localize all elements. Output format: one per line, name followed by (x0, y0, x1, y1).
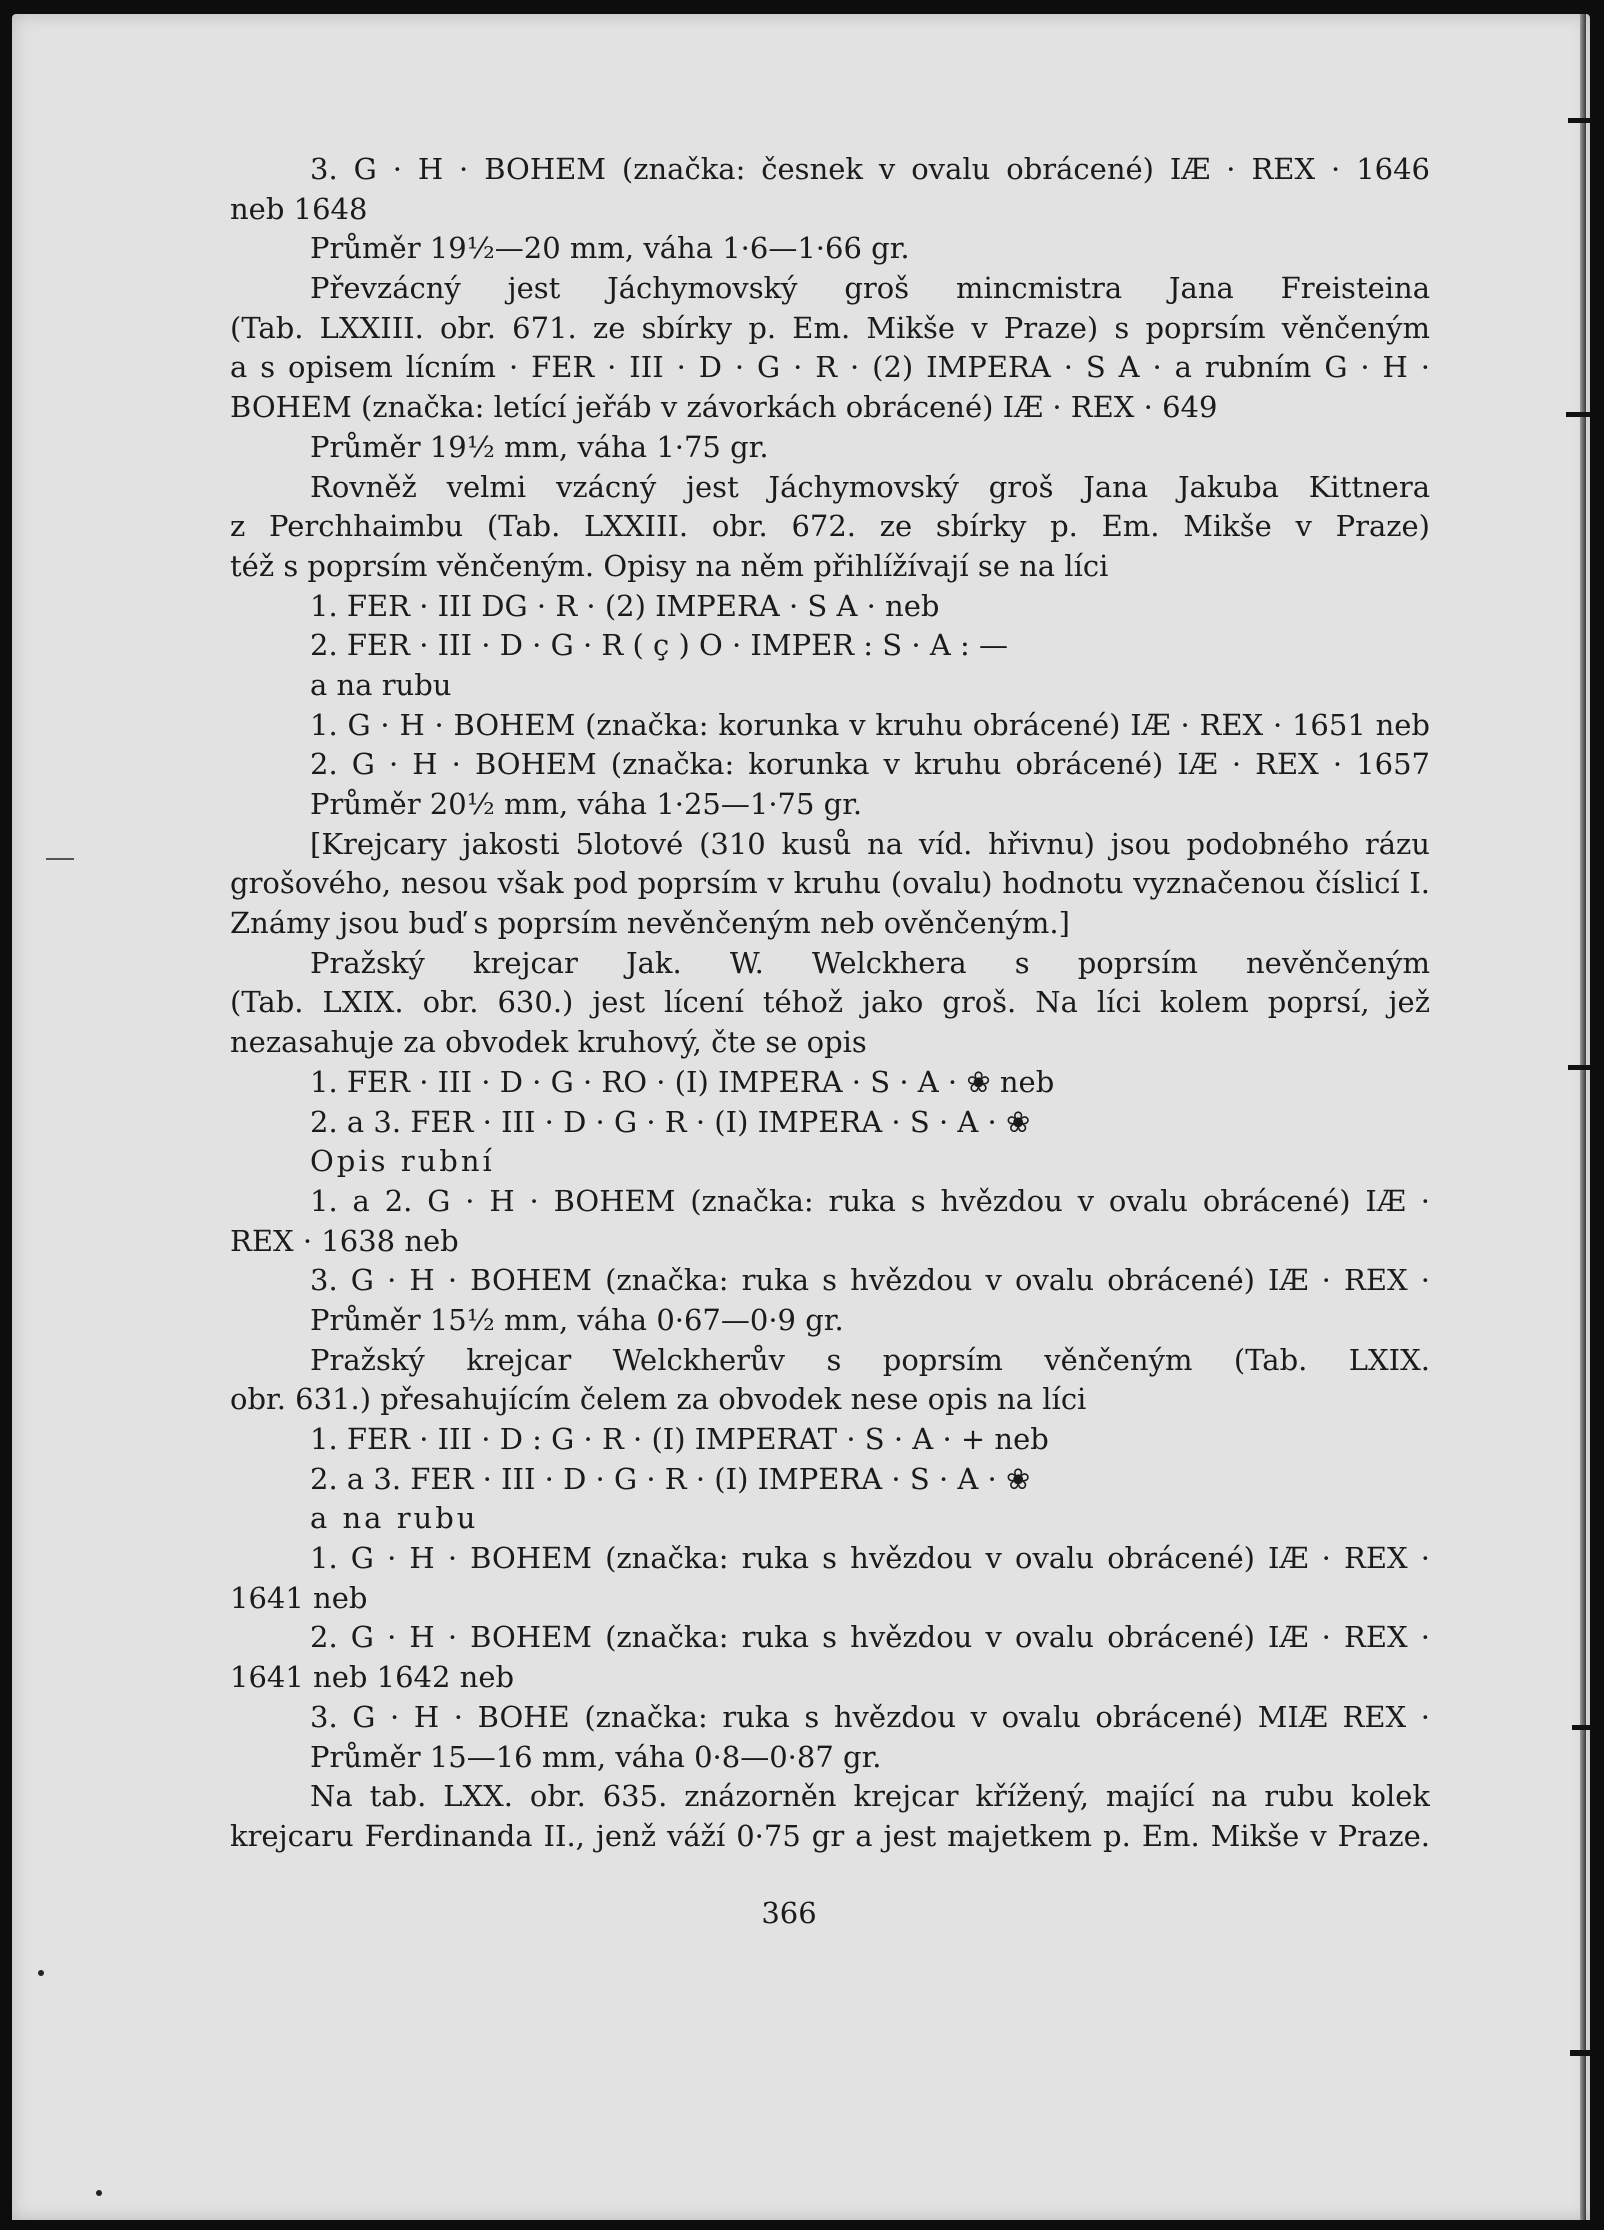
text-line: 2. a 3. FER · III · D · G · R · (I) IMPERA · S · A · ❀ (310, 1461, 1031, 1496)
text-line: Rovněž velmi vzácný jest Jáchymovský groš Jana Jakuba Kittnera (310, 469, 1430, 504)
text-line: Průměr 20½ mm, váha 1·25—1·75 gr. (310, 787, 863, 821)
text-line: 1. a 2. G · H · BOHEM (značka: ruka s hvězdou v ovalu obrácené) IÆ · (310, 1183, 1430, 1218)
scan-speck (38, 1970, 44, 1976)
text-line: [Krejcary jakosti 5lotové (310 kusů na víd. hřivnu) jsou podobného rázu (310, 826, 1430, 861)
text-line: 2. FER · III · D · G · R ( ç ) O · IMPER : S · A : — (310, 628, 1008, 663)
text-line: 3. G · H · BOHEM (značka: česnek v ovalu obrácené) IÆ · REX · 1646 (310, 152, 1430, 186)
scan-mark (1568, 1065, 1590, 1070)
text-line: 1641 neb (230, 1580, 368, 1615)
text-line: a s opisem lícním · FER · III · D · G · R · (2) IMPERA · S A · a rubním G · H · (230, 350, 1430, 385)
text-line: Pražský krejcar Jak. W. Welckhera s poprsím nevěnčeným (310, 945, 1430, 980)
text-line: 1. FER · III · D : G · R · (I) IMPERAT · S · A · + neb (310, 1422, 1049, 1456)
text-line: Na tab. LXX. obr. 635. znázorněn krejcar křížený, mající na rubu kolek (310, 1779, 1430, 1814)
text-line: 2. a 3. FER · III · D · G · R · (I) IMPERA · S · A · ❀ (310, 1104, 1031, 1139)
text-line: Průměr 15—16 mm, váha 0·8—0·87 gr. (310, 1739, 882, 1774)
text-line: obr. 631.) přesahujícím čelem za obvodek nese opis na líci (230, 1382, 1087, 1417)
text-line: Průměr 15½ mm, váha 0·67—0·9 gr. (310, 1302, 844, 1337)
text-line: 1. G · H · BOHEM (značka: ruka s hvězdou v ovalu obrácené) IÆ · REX · (310, 1541, 1430, 1576)
text-line: z Perchhaimbu (Tab. LXXIII. obr. 672. ze sbírky p. Em. Mikše v Praze) (230, 509, 1430, 544)
text-line: též s poprsím věnčeným. Opisy na něm přihlížívají se na líci (230, 548, 1109, 583)
scan-mark (1568, 118, 1590, 123)
text-line: BOHEM (značka: letící jeřáb v závorkách obrácené) IÆ · REX · 649 (230, 390, 1218, 425)
scan-mark (1572, 1725, 1590, 1730)
body-text (230, 150, 1430, 1857)
text-line: Opis rubní (310, 1144, 495, 1179)
text-line: a na rubu (310, 1501, 479, 1536)
text-line: (Tab. LXIX. obr. 630.) jest lícení téhož jako groš. Na líci kolem poprsí, jež (230, 985, 1430, 1020)
scan-mark (1566, 412, 1590, 417)
text-line: Známy jsou buď s poprsím nevěnčeným neb ověnčeným.] (230, 906, 1070, 941)
page-edge (1580, 14, 1586, 2220)
text-line: 2. G · H · BOHEM (značka: ruka s hvězdou v ovalu obrácené) IÆ · REX · (310, 1620, 1430, 1655)
page-number: 366 (761, 1896, 817, 1930)
scan-speck (96, 2190, 102, 2196)
scan-mark (46, 858, 74, 860)
text-line: Průměr 19½ mm, váha 1·75 gr. (310, 429, 769, 464)
scan-mark (1570, 2050, 1590, 2056)
text-line: Převzácný jest Jáchymovský groš mincmistra Jana Freisteina (310, 271, 1430, 306)
text-line: Průměr 19½—20 mm, váha 1·6—1·66 gr. (310, 231, 910, 266)
text-line: Pražský krejcar Welckherův s poprsím věnčeným (Tab. LXIX. (310, 1342, 1430, 1377)
text-line: grošového, nesou však pod poprsím v kruhu (ovalu) hodnotu vyznačenou číslicí I. (230, 866, 1430, 901)
text-line: 2. G · H · BOHEM (značka: korunka v kruhu obrácené) IÆ · REX · 1657 (310, 747, 1430, 782)
text-line: 1. G · H · BOHEM (značka: korunka v kruhu obrácené) IÆ · REX · 1651 neb (310, 707, 1430, 742)
text-line: (Tab. LXXIII. obr. 671. ze sbírky p. Em. Mikše v Praze) s poprsím věnčeným (230, 310, 1430, 345)
text-line: 3. G · H · BOHEM (značka: ruka s hvězdou v ovalu obrácené) IÆ · REX · (310, 1263, 1430, 1298)
text-line: a na rubu (310, 667, 452, 702)
text-line: krejcaru Ferdinanda II., jenž váží 0·75 gr a jest majetkem p. Em. Mikše v Praze. (230, 1818, 1430, 1853)
text-line: 1. FER · III DG · R · (2) IMPERA · S A · neb (310, 588, 940, 623)
text-line: nezasahuje za obvodek kruhový, čte se opis (230, 1025, 867, 1060)
text-line: 1641 neb 1642 neb (230, 1660, 515, 1695)
text-line: neb 1648 (230, 191, 368, 226)
text-line: REX · 1638 neb (230, 1223, 459, 1258)
text-line: 1. FER · III · D · G · RO · (I) IMPERA · S · A · ❀ neb (310, 1064, 1055, 1099)
text-line: 3. G · H · BOHE (značka: ruka s hvězdou v ovalu obrácené) MIÆ REX · (310, 1699, 1430, 1734)
